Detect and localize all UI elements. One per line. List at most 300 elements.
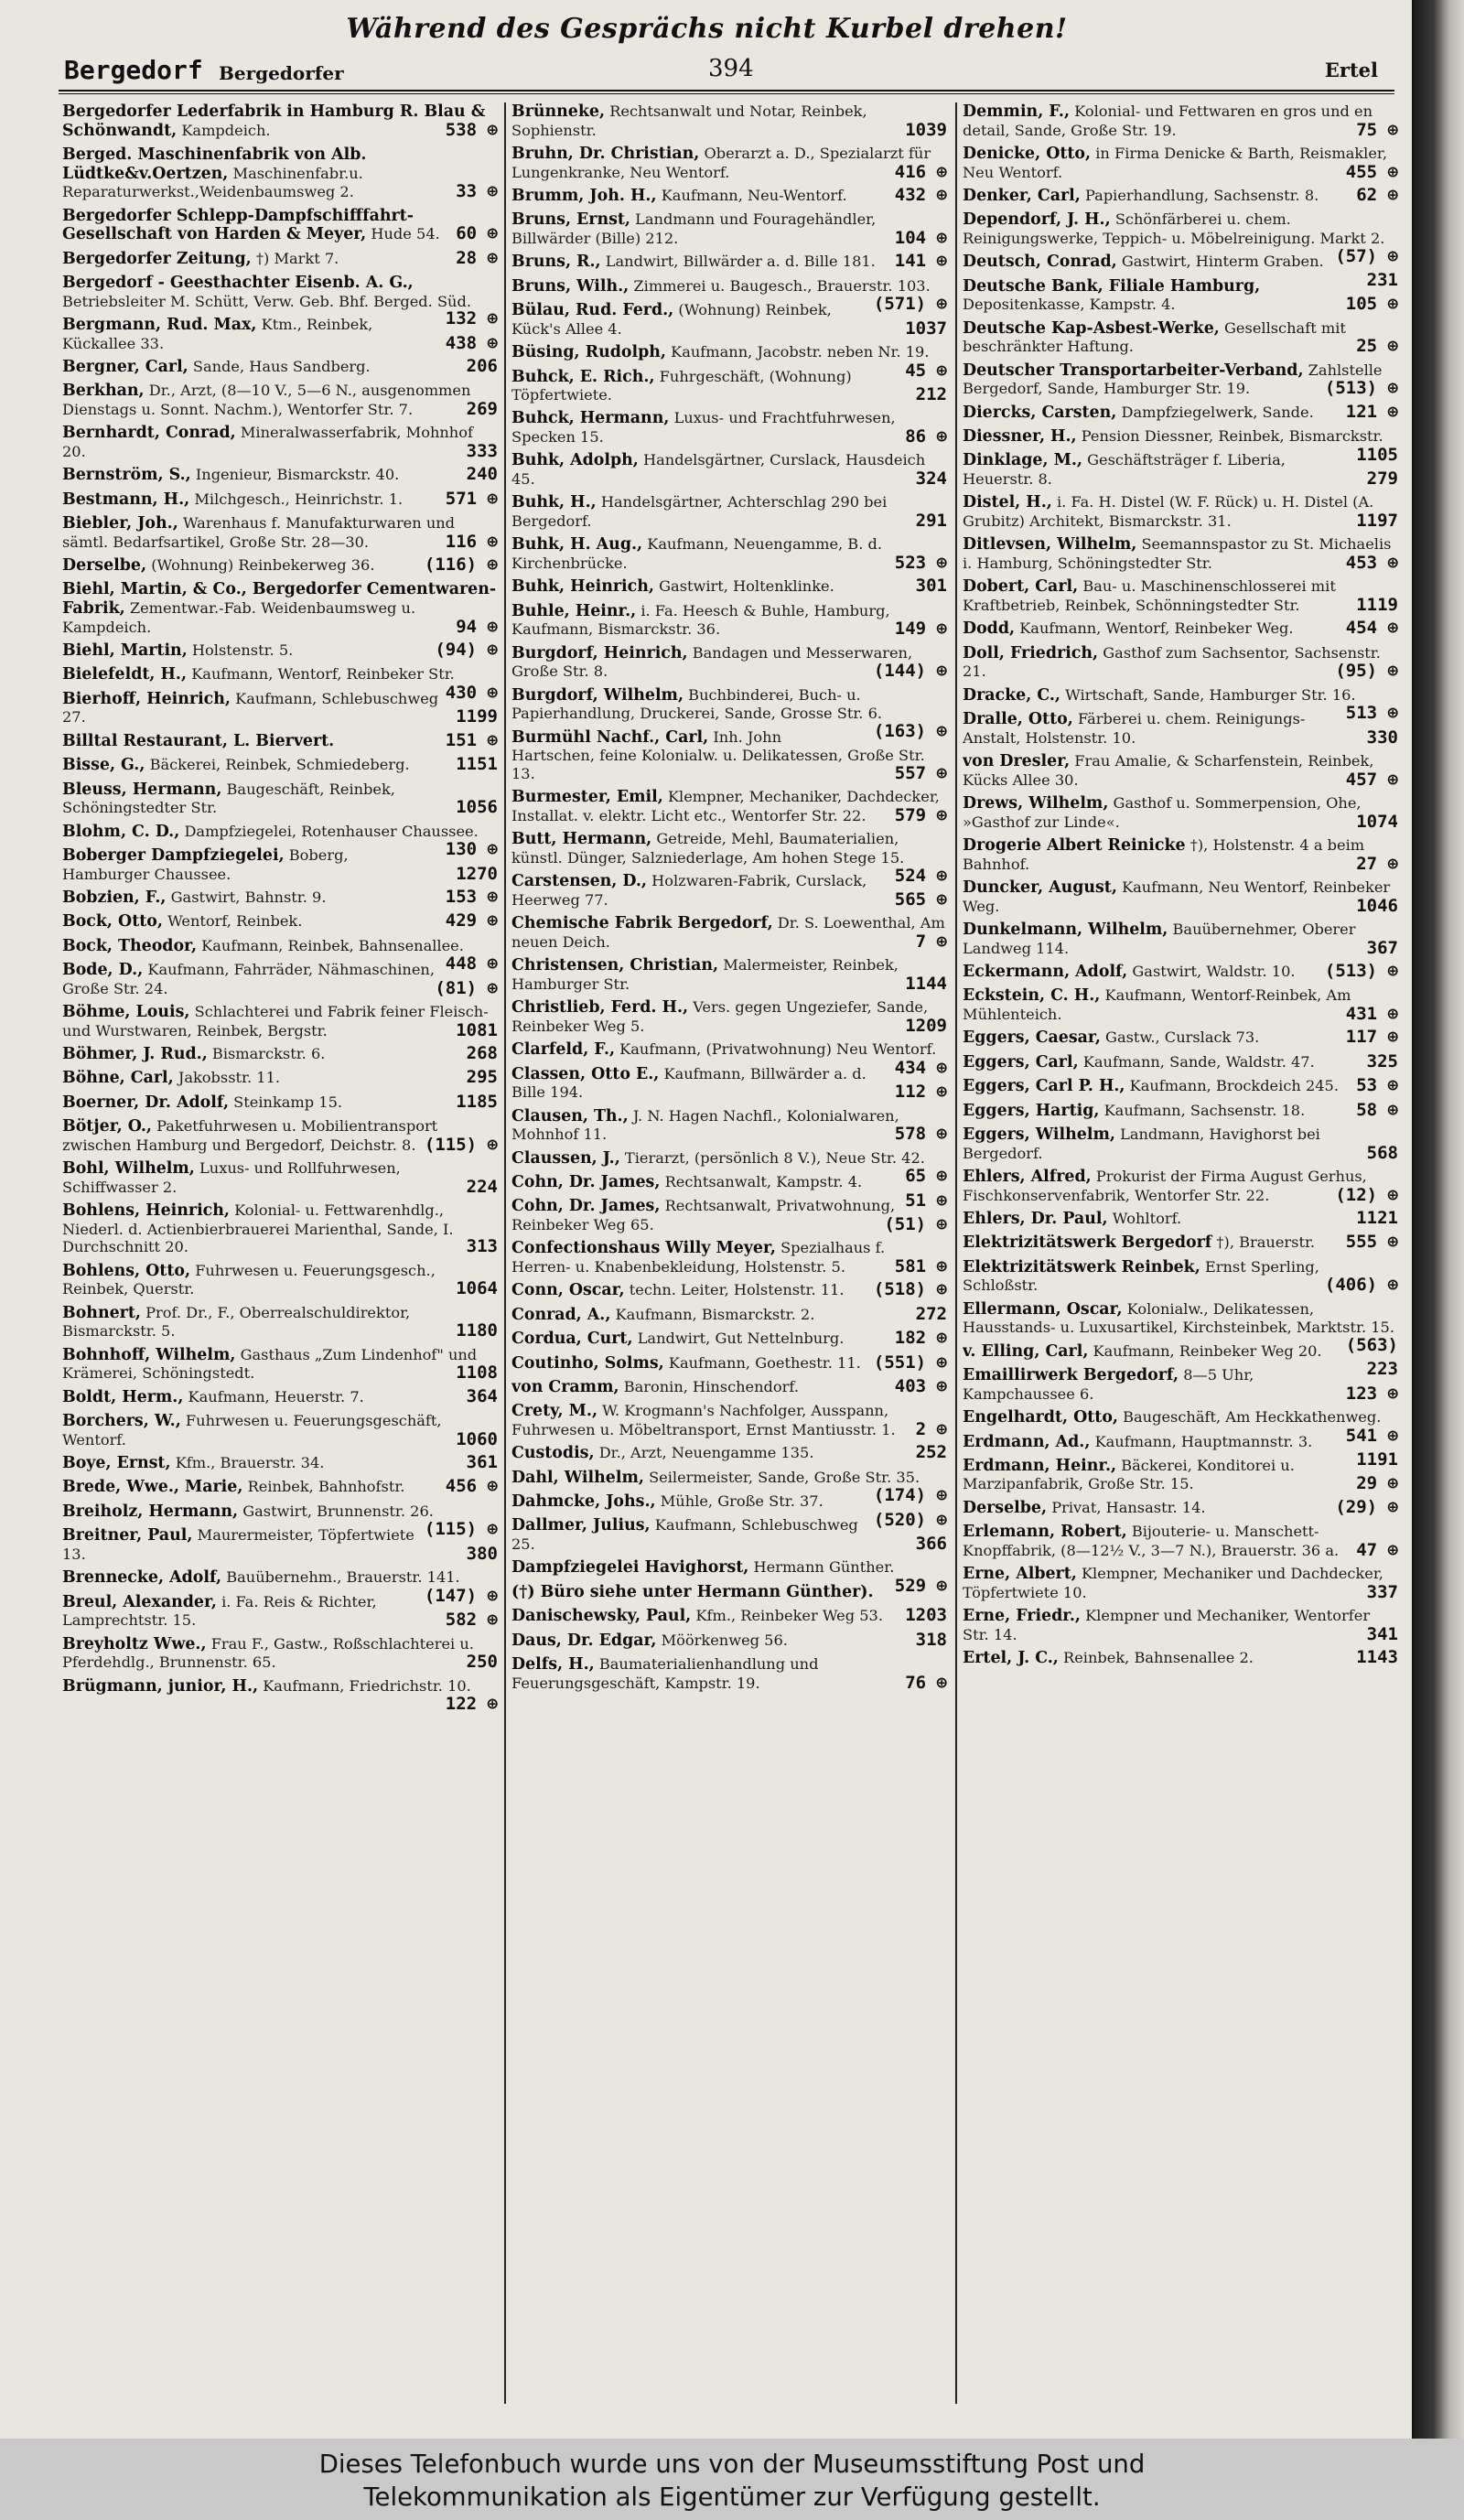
entry-name: Erne, Friedr., [963, 1607, 1081, 1626]
entry-name: Deutsch, Conrad, [963, 253, 1117, 272]
phone-number: 364 [466, 1385, 498, 1406]
entry-detail: Inh. John Hartschen, feine Kolonialw. u. Delikatessen, Große Str. 13. [511, 727, 925, 782]
entry-name: Deutsche Kap-Asbest-Werke, [963, 318, 1220, 338]
entry-name: Eckstein, C. H., [963, 986, 1101, 1006]
entry-detail: Gesellschaft mit beschränkter Haftung. [963, 318, 1346, 356]
phone-number: 45 ⊕ [905, 360, 947, 381]
directory-entry [62, 466, 500, 485]
directory-entry [963, 1496, 1400, 1518]
entry-name: Christlieb, Ferd. H., [511, 998, 689, 1018]
directory-entry [62, 1003, 500, 1039]
directory-entry [511, 1303, 949, 1325]
phone-number: 75 ⊕ [1356, 119, 1398, 140]
phone-number: 1270 [456, 863, 498, 884]
entry-detail: Gastwirt, Brunnenstr. 26. [242, 1502, 434, 1520]
entry-name: Berged. Maschinenfabrik von Alb. Lüdtke&v.Oertzen, [62, 145, 367, 183]
entry-detail: Seemannspastor zu St. Michaelis i. Hamburg, Schöningstedter Str. [963, 535, 1392, 573]
directory-entry [511, 788, 949, 824]
directory-entry [963, 1457, 1400, 1493]
phone-number: 457 ⊕ [1345, 769, 1398, 790]
entry-name: Demmin, F., [963, 102, 1071, 121]
directory-entry [963, 1565, 1400, 1601]
phone-number: 524 ⊕ [894, 865, 947, 886]
phone-number: 454 ⊕ [1345, 618, 1398, 639]
directory-entry [963, 577, 1400, 614]
entry-name: Ditlevsen, Wilhelm, [963, 535, 1137, 555]
phone-number: 1197 [1356, 511, 1398, 532]
entry-name: Brennecke, Adolf, [62, 1568, 222, 1588]
entry-detail: Rechtsanwalt, Kampstr. 4. [664, 1173, 863, 1190]
entry-name: Bock, Theodor, [62, 936, 198, 955]
directory-entry [511, 1444, 949, 1463]
directory-entry [511, 102, 949, 139]
directory-entry [62, 1526, 500, 1563]
phone-number: 149 ⊕ [894, 619, 947, 640]
directory-entry [511, 728, 949, 783]
entry-detail: Klempner und Mechaniker, Wentorfer Str. 14. [963, 1607, 1371, 1643]
entry-detail: Kaufmann, Jacobstr. neben Nr. 19. [671, 343, 930, 361]
entry-name: Eggers, Carl P. H., [963, 1077, 1125, 1096]
entry-detail: Maschinenfabr.u. Reparaturwerkst.,Weidenbaumsweg 2. [62, 164, 363, 201]
entry-detail: Baugeschäft, Am Heckkathenweg. [1123, 1408, 1382, 1427]
entry-detail: Handelsgärtner, Curslack, Hausdeich 45. [511, 451, 926, 489]
phone-number: 153 ⊕ [445, 886, 498, 907]
entry-name: Elektrizitätswerk Reinbek, [963, 1257, 1200, 1276]
entry-detail: Prof. Dr., F., Oberrealschuldirektor, Bismarckstr. 5. [62, 1303, 411, 1341]
entry-name: Bruns, Wilh., [511, 276, 630, 296]
entry-name: Engelhardt, Otto, [963, 1408, 1118, 1427]
entry-detail: Kfm., Brauerstr. 34. [175, 1454, 325, 1472]
phone-number: 269 [466, 398, 498, 419]
phone-number: 432 ⊕ [894, 184, 947, 205]
directory-entry [62, 1635, 500, 1672]
entry-detail: †), Brauerstr. [1216, 1233, 1316, 1252]
entry-detail: Holzwaren-Fabrik, Curslack, Heerweg 77. [511, 872, 867, 909]
phone-number: 431 ⊕ [1345, 1004, 1398, 1025]
entry-detail: Zimmerei u. Baugesch., Brauerstr. 103. [633, 276, 931, 295]
entry-name: Daus, Dr. Edgar, [511, 1631, 657, 1650]
entry-name: Burgdorf, Wilhelm, [511, 685, 684, 705]
directory-entry [62, 424, 500, 460]
phone-number: 47 ⊕ [1356, 1539, 1398, 1560]
phone-number: 223 [1366, 1359, 1398, 1380]
entry-detail: (Wohnung) Reinbek, Kück's Allee 4. [511, 301, 832, 338]
entry-detail: Dr. S. Loewenthal, Am neuen Deich. [511, 914, 945, 951]
entry-detail: Warenhaus f. Manufakturwaren und sämtl. Bedarfsartikel, Große Str. 28—30. [62, 514, 456, 551]
footer-credit [0, 2439, 1464, 2520]
column-3 [963, 102, 1400, 2399]
entry-detail: Ingenieur, Bismarckstr. 40. [195, 466, 400, 484]
entry-detail: Rechtsanwalt und Notar, Reinbek, Sophienstr. [511, 102, 867, 139]
phone-number: 65 ⊕ [905, 1166, 947, 1187]
entry-name: Bohnhoff, Wilhelm, [62, 1345, 236, 1364]
column-divider [955, 102, 957, 2404]
entry-detail: Kaufmann, Wentorf, Reinbeker Weg. [1019, 619, 1294, 638]
entry-detail: Hermann Günther. [753, 1558, 895, 1577]
directory-entry [62, 641, 500, 661]
phone-number: 1081 [456, 1019, 498, 1040]
entry-detail: Buchbinderei, Buch- u. Papierhandlung, Druckerei, Sande, Grosse Str. 6. [511, 685, 883, 723]
entry-name: Deutsche Bank, Filiale Hamburg, [963, 276, 1261, 296]
entry-detail: Holstenstr. 5. [191, 641, 294, 659]
header-first-entry: Bergedorfer [219, 62, 344, 84]
phone-number: 448 ⊕ [445, 953, 498, 975]
phone-number: 1121 [1356, 1207, 1398, 1228]
phone-number: 130 ⊕ [445, 839, 498, 860]
entry-detail: Zementwar.-Fab. Weidenbaumsweg u. Kampdeich. [62, 599, 416, 636]
entry-detail: Färberei u. chem. Reinigungs-Anstalt, Holstenstr. 10. [963, 710, 1306, 747]
entry-detail: Wohltorf. [1112, 1209, 1182, 1227]
directory-entry [963, 1607, 1400, 1643]
entry-name: Bruns, Ernst, [511, 210, 630, 230]
entry-detail: Ernst Sperling, Schloßstr. [963, 1257, 1319, 1295]
entry-name: Bergedorf - Geesthachter Eisenb. A. G., [62, 273, 414, 292]
entry-name: Bierhoff, Heinrich, [62, 689, 231, 708]
entry-name: Bötjer, O., [62, 1117, 152, 1136]
phone-number: 1199 [456, 706, 498, 727]
directory-entry [963, 1050, 1400, 1072]
phone-number: 380 [466, 1543, 498, 1564]
phone-number: (51) ⊕ [884, 1213, 947, 1234]
entry-detail: Schlachterei und Fabrik feiner Fleisch- und Wurstwaren, Reinbek, Bergstr. [62, 1003, 489, 1039]
directory-entry [963, 1125, 1400, 1162]
page-header [59, 51, 1394, 88]
entry-detail: Rechtsanwalt, Privatwohnung, Reinbeker Weg 65. [511, 1197, 896, 1233]
entry-name: Cohn, Dr. James, [511, 1197, 661, 1216]
phone-number: 1039 [905, 119, 947, 140]
entry-detail: Landwirt, Gut Nettelnburg. [637, 1330, 845, 1348]
phone-number: (116) ⊕ [424, 555, 498, 576]
entry-detail: Gastwirt, Bahnstr. 9. [170, 888, 327, 906]
directory-entry [511, 535, 949, 572]
entry-name: Bernhardt, Conrad, [62, 424, 236, 443]
entry-detail: Frau Amalie, & Scharfenstein, Reinbek, Kücks Allee 30. [963, 752, 1374, 789]
entry-detail: Kaufmann, Bismarckstr. 2. [615, 1305, 815, 1323]
entry-detail: Spezialhaus f. Herren- u. Knabenbekleidung, Holstenstr. 5. [511, 1239, 886, 1276]
directory-entry [62, 145, 500, 201]
entry-name: Bergner, Carl, [62, 357, 188, 376]
entry-detail: Gastwirt, Holtenklinke. [659, 577, 834, 596]
entry-name: Bestmann, H., [62, 490, 190, 509]
phone-number: 252 [915, 1442, 947, 1463]
entry-detail: Dampfziegelwerk, Sande. [1121, 403, 1314, 421]
directory-entry [963, 752, 1400, 789]
directory-entry [511, 1065, 949, 1102]
entry-detail: Kaufmann, Sande, Waldstr. 47. [1082, 1052, 1315, 1071]
entry-detail: Betriebsleiter M. Schütt, Verw. Geb. Bhf. Berged. Süd. [62, 292, 471, 310]
directory-entry [62, 1117, 500, 1154]
entry-detail: Kaufmann, Neuengamme, B. d. Kirchenbrücke. [511, 535, 883, 573]
directory-entry [963, 836, 1400, 873]
entry-name: Buhck, E. Rich., [511, 367, 655, 386]
entry-name: Brügmann, junior, H., [62, 1676, 259, 1696]
entry-detail: Kaufmann, Heuerstr. 7. [188, 1387, 364, 1405]
entry-detail: Papierhandlung, Sachsenstr. 8. [1085, 186, 1319, 204]
entry-detail: Kaufmann, Brockdeich 245. [1129, 1077, 1339, 1095]
directory-entry [62, 781, 500, 817]
entry-detail: Landmann, Havighorst bei Bergedorf. [963, 1125, 1320, 1162]
entry-detail: Kaufmann, Billwärder a. d. Bille 194. [511, 1064, 867, 1102]
phone-number: 268 [466, 1043, 498, 1064]
directory-entry [62, 846, 500, 883]
entry-name: Bohl, Wilhelm, [62, 1159, 195, 1179]
directory-entry [511, 956, 949, 993]
entry-name: Bock, Otto, [62, 912, 163, 932]
entry-detail: Möörkenweg 56. [661, 1631, 788, 1649]
directory-entry [62, 1593, 500, 1630]
directory-entry [511, 1281, 949, 1300]
phone-number: (513) ⊕ [1324, 961, 1398, 982]
entry-name: Ertel, J. C., [963, 1649, 1059, 1668]
phone-number: 330 [1366, 727, 1398, 748]
entry-name: Elektrizitätswerk Bergedorf [963, 1233, 1212, 1253]
entry-detail: Oberarzt a. D., Spezialarzt für Lungenkranke, Neu Wentorf. [511, 144, 931, 181]
entry-name: Eggers, Hartig, [963, 1101, 1100, 1120]
phone-number: (29) ⊕ [1335, 1496, 1398, 1517]
entry-name: Buhk, Adolph, [511, 451, 639, 470]
entry-name: Ehlers, Alfred, [963, 1168, 1092, 1186]
entry-detail: Jakobsstr. 11. [178, 1069, 281, 1087]
entry-name: Berkhan, [62, 382, 145, 401]
phone-number: 295 [466, 1067, 498, 1088]
entry-detail: Mineralwasserfabrik, Mohnhof 20. [62, 424, 473, 460]
entry-name: Drews, Wilhelm, [963, 794, 1109, 813]
phone-number: (174) ⊕ [873, 1485, 947, 1506]
entry-name: Dallmer, Julius, [511, 1516, 651, 1535]
phone-number: 429 ⊕ [445, 910, 498, 932]
directory-entry [963, 184, 1400, 206]
entry-name: Buhle, Heinr., [511, 601, 637, 620]
directory-entry [511, 872, 949, 909]
directory-entry [511, 577, 949, 597]
phone-number: 141 ⊕ [894, 251, 947, 272]
entry-name: Delfs, H., [511, 1655, 595, 1675]
entry-detail: Zahlstelle Bergedorf, Sande, Hamburger Str. 19. [963, 361, 1383, 398]
phone-number: (12) ⊕ [1335, 1184, 1398, 1205]
phone-number: 361 [466, 1452, 498, 1473]
entry-name: Buhk, H., [511, 493, 597, 512]
phone-number: 541 ⊕ [1345, 1425, 1398, 1446]
entry-name: Erdmann, Ad., [963, 1432, 1091, 1451]
entry-name: Duncker, August, [963, 878, 1117, 898]
entry-name: (†) Büro siehe unter Hermann Günther). [511, 1582, 874, 1601]
entry-name: von Cramm, [511, 1377, 619, 1396]
entry-name: Dobert, Carl, [963, 577, 1079, 597]
entry-detail: Bismarckstr. 6. [211, 1045, 326, 1063]
entry-name: Bobzien, F., [62, 888, 167, 907]
entry-detail: Baronin, Hinschendorf. [623, 1377, 799, 1395]
column-2 [511, 102, 949, 2399]
entry-name: Deutscher Transportarbeiter-Verband, [963, 361, 1304, 380]
phone-number: 438 ⊕ [445, 332, 498, 353]
entry-name: Dodd, [963, 619, 1016, 639]
entry-detail: Fuhrwesen u. Feuerungsgesch., Reinbek, Querstr. [62, 1261, 436, 1298]
directory-entry [62, 1676, 500, 1715]
entry-name: Crety, M., [511, 1402, 598, 1421]
entry-detail: Reinbek, Bahnsenallee 2. [1063, 1649, 1254, 1667]
directory-entry [963, 145, 1400, 181]
phone-number: 557 ⊕ [894, 762, 947, 783]
entry-detail: Wirtschaft, Sande, Hamburger Str. 16. [1065, 685, 1356, 704]
directory-entry [511, 253, 949, 272]
entry-detail: Steinkamp 15. [233, 1093, 343, 1111]
directory-entry [511, 1197, 949, 1233]
directory-entry [963, 319, 1400, 356]
directory-entry [963, 1233, 1400, 1253]
phone-number: 291 [915, 511, 947, 532]
directory-entry [511, 145, 949, 181]
column-divider [504, 102, 506, 2404]
entry-detail: Kaufmann, Neu Wentorf, Reinbeker Weg. [963, 878, 1391, 915]
phone-number: 250 [466, 1652, 498, 1673]
entry-name: Chemische Fabrik Bergedorf, [511, 914, 773, 933]
entry-name: Dralle, Otto, [963, 710, 1073, 729]
directory-entry [511, 1583, 949, 1602]
phone-number: (406) ⊕ [1324, 1275, 1398, 1296]
directory-entry [511, 368, 949, 404]
directory-entry [963, 1028, 1400, 1048]
entry-detail: Baumaterialienhandlung und Feuerungsgeschäft, Kampstr. 19. [511, 1655, 819, 1692]
entry-detail: Kaufmann, Schlebuschweg 25. [511, 1516, 858, 1554]
entry-name: Bergedorfer Schlepp-Dampfschifffahrt-Gesellschaft von Harden & Meyer, [62, 206, 414, 244]
directory-entry [963, 644, 1400, 681]
entry-detail: Bandagen und Messerwaren, Große Str. 8. [511, 643, 913, 681]
entry-name: Dracke, C., [963, 685, 1060, 705]
header-rule [59, 90, 1394, 94]
entry-detail: Luxus- und Rollfuhrwesen, Schiffwasser 2. [62, 1159, 401, 1196]
phone-number: 279 [1366, 468, 1398, 490]
directory-entry [62, 1262, 500, 1298]
directory-entry [511, 301, 949, 338]
entry-name: Doll, Friedrich, [963, 643, 1099, 662]
entry-name: Biebler, Joh., [62, 514, 178, 533]
entry-name: Böhmer, J. Rud., [62, 1045, 208, 1064]
entry-detail: Paketfuhrwesen u. Mobilientransport zwischen Hamburg und Bergedorf, Deichstr. 8. [62, 1117, 438, 1154]
phone-number: 337 [1366, 1581, 1398, 1602]
entry-detail: Kaufmann, Schlebuschweg 27. [62, 689, 439, 727]
entry-detail: W. Krogmann's Nachfolger, Ausspann, Fuhrwesen u. Möbeltransport, Ernst Mantiusstr. 1. [511, 1402, 896, 1438]
entry-detail: Tierarzt, (persönlich 8 V.), Neue Str. 42. [624, 1148, 925, 1167]
directory-entry [62, 1304, 500, 1341]
directory-entry [963, 1523, 1400, 1559]
phone-number: 325 [1366, 1050, 1398, 1072]
entry-name: Claussen, J., [511, 1148, 620, 1168]
phone-number: 105 ⊕ [1345, 294, 1398, 315]
entry-name: Breiholz, Hermann, [62, 1502, 239, 1521]
entry-detail: Wentorf, Reinbek. [167, 912, 303, 931]
entry-name: Christensen, Christian, [511, 956, 719, 975]
entry-detail: Malermeister, Reinbek, Hamburger Str. [511, 956, 899, 993]
entry-name: Brumm, Joh. H., [511, 186, 657, 205]
entry-detail: Gastwirt, Hinterm Graben. [1121, 253, 1324, 271]
directory-entry [62, 580, 500, 636]
entry-detail: techn. Leiter, Holstenstr. 11. [629, 1281, 845, 1299]
entry-detail: Dampfziegelei, Rotenhauser Chaussee. [184, 822, 479, 840]
phone-number: (163) ⊕ [873, 720, 947, 741]
entry-name: Bielefeldt, H., [62, 665, 188, 684]
entry-detail: Kfm., Reinbeker Weg 53. [695, 1607, 883, 1625]
phone-number: 341 [1366, 1623, 1398, 1644]
entry-detail: Kaufmann, Wentorf-Reinbek, Am Mühlenteich. [963, 986, 1351, 1024]
phone-number: 62 ⊕ [1356, 184, 1398, 205]
entry-name: Bruns, R., [511, 253, 601, 272]
entry-name: Erdmann, Heinr., [963, 1456, 1117, 1475]
phone-number: 301 [915, 576, 947, 597]
directory-entry [62, 382, 500, 418]
entry-detail: in Firma Denicke & Barth, Reismakler, Neu Wentorf. [963, 144, 1388, 181]
entry-name: Biehl, Martin, [62, 641, 188, 660]
entry-detail: †) Markt 7. [255, 249, 339, 267]
directory-entry [511, 1375, 949, 1397]
phone-number: 434 ⊕ [894, 1057, 947, 1078]
directory-entry [62, 1201, 500, 1256]
phone-number: 29 ⊕ [1356, 1473, 1398, 1494]
entry-detail: Frau F., Gastw., Roßschlachterei u. Pferdehdlg., Brunnenstr. 65. [62, 1634, 474, 1672]
directory-entry [62, 888, 500, 908]
entry-detail: Milchgesch., Heinrichstr. 1. [194, 490, 404, 508]
entry-detail: Bäckerei, Reinbek, Schmiedeberg. [149, 756, 410, 774]
entry-name: Böhme, Louis, [62, 1003, 190, 1022]
phone-number: 231 [1366, 269, 1398, 290]
phone-number: 416 ⊕ [894, 161, 947, 182]
entry-detail: Fuhrwesen u. Feuerungsgeschäft, Wentorf. [62, 1412, 442, 1448]
directory-entry [62, 1478, 500, 1497]
entry-detail: Kaufmann, Neu-Wentorf. [661, 186, 847, 204]
phone-number: 430 ⊕ [445, 682, 498, 703]
entry-name: Buhck, Hermann, [511, 409, 670, 428]
entry-name: Bernström, S., [62, 466, 191, 485]
entry-detail: Gasthof u. Sommerpension, Ohe, »Gasthof zur Linde«. [963, 794, 1362, 831]
entry-name: Bergedorfer Zeitung, [62, 249, 252, 268]
entry-name: Bohlens, Otto, [62, 1261, 191, 1280]
phone-number: 117 ⊕ [1345, 1027, 1398, 1048]
entry-name: Blohm, C. D., [62, 822, 180, 841]
page-number: 394 [708, 55, 754, 82]
directory-entry [62, 490, 500, 510]
entry-name: Boberger Dampfziegelei, [62, 845, 285, 865]
entry-name: Bergmann, Rud. Max, [62, 315, 257, 334]
entry-name: Dahmcke, Johs., [511, 1492, 656, 1512]
phone-number: 571 ⊕ [445, 488, 498, 509]
phone-number: 1185 [456, 1091, 498, 1112]
phone-number: 1191 [1356, 1449, 1398, 1470]
entry-name: Burmester, Emil, [511, 788, 663, 807]
entry-name: Breitner, Paul, [62, 1526, 193, 1545]
entry-name: Bleuss, Hermann, [62, 780, 222, 799]
entry-detail: Gasthof zum Sachsentor, Sachsenstr. 21. [963, 643, 1381, 681]
entry-detail: Depositenkasse, Kampstr. 4. [963, 296, 1176, 314]
directory-entry [511, 1239, 949, 1276]
phone-number: 121 ⊕ [1345, 401, 1398, 422]
entry-detail: Bau- u. Maschinenschlosserei mit Kraftbetrieb, Reinbek, Schönningstedter Str. [963, 577, 1336, 615]
directory-entry [511, 602, 949, 639]
entry-detail: Landwirt, Billwärder a. d. Bille 181. [605, 253, 876, 271]
header-town: Bergedorf [64, 55, 203, 85]
entry-name: Custodis, [511, 1444, 595, 1463]
phone-number: (115) ⊕ [424, 1134, 498, 1155]
phone-number: 116 ⊕ [445, 531, 498, 552]
entry-name: Eggers, Caesar, [963, 1028, 1101, 1048]
directory-entry [511, 1655, 949, 1692]
entry-name: Brünneke, [511, 102, 606, 121]
entry-name: Danischewsky, Paul, [511, 1607, 692, 1626]
entry-name: Confectionshaus Willy Meyer, [511, 1239, 776, 1258]
entry-name: Buhk, H. Aug., [511, 535, 643, 555]
entry-detail: Kolonial- u. Fettwarenhdlg., Niederl. d. Actienbierbrauerei Marienthal, Sande, I. Durchschnitt 20. [62, 1201, 454, 1256]
directory-entry [62, 1045, 500, 1064]
phone-number: 86 ⊕ [905, 426, 947, 447]
entry-detail: Boberg, Hamburger Chaussee. [62, 845, 349, 883]
